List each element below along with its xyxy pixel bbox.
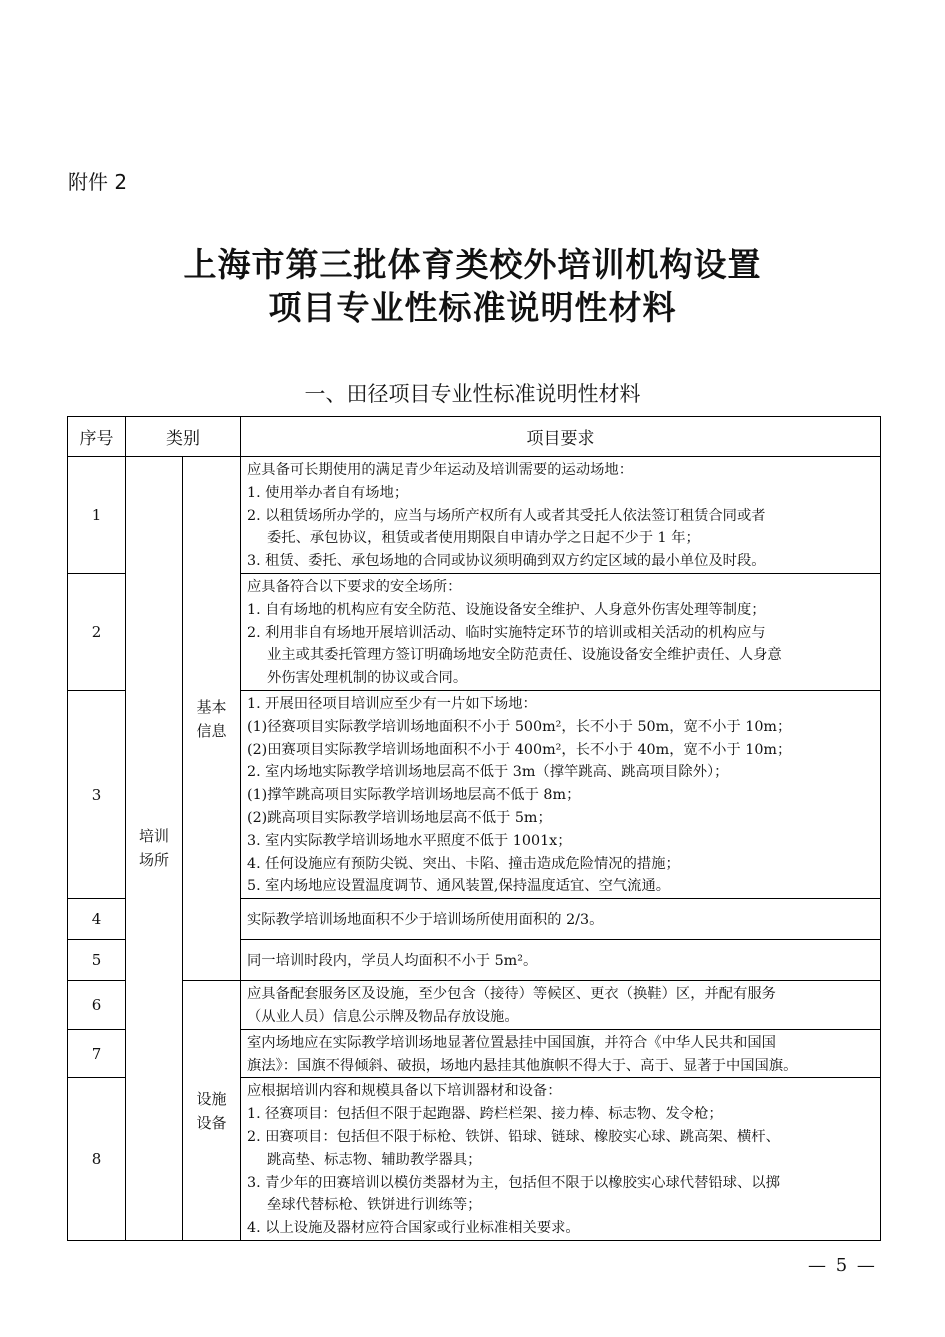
document-title-line2: 项目专业性标准说明性材料 [268, 288, 677, 327]
page-number: — 5 — [808, 1255, 877, 1276]
requirement-cell [241, 573, 881, 690]
table-row [68, 981, 881, 1030]
row-number: 7 [68, 1029, 126, 1078]
requirement-line: 实际教学培训场地面积不少于培训场所使用面积的 2/3。 [247, 911, 604, 928]
requirement-line: 跳高垫、标志物、辅助教学器具； [267, 1151, 482, 1168]
requirement-line: （从业人员）信息公示牌及物品存放设施。 [247, 1008, 519, 1025]
requirement-line: (1)径赛项目实际教学培训场地面积不小于 500m²，长不小于 50m，宽不小于 10m； [247, 718, 792, 735]
requirement-line: 3. 室内实际教学培训场地水平照度不低于 1001x； [247, 832, 572, 849]
requirements-table [67, 416, 881, 1241]
requirement-cell [241, 1078, 881, 1241]
requirement-line: 应具备符合以下要求的安全场所： [247, 578, 462, 595]
requirement-line: 外伤害处理机制的协议或合同。 [267, 670, 468, 687]
row-number: 5 [68, 940, 126, 981]
requirement-line: 业主或其委托管理方签订明确场地安全防范责任、设施设备安全维护责任、人身意 [267, 647, 782, 664]
header-category: 类别 [126, 417, 241, 457]
section-heading: 一、田径项目专业性标准说明性材料 [304, 382, 641, 406]
row-number: 8 [68, 1078, 126, 1241]
requirement-line: 2. 田赛项目：包括但不限于标枪、铁饼、铅球、链球、橡胶实心球、跳高架、横杆、 [247, 1128, 780, 1145]
requirement-line: 2. 室内场地实际教学培训场地层高不低于 3m（撑竿跳高、跳高项目除外）； [247, 764, 729, 781]
category-basic [183, 457, 241, 981]
requirement-cell [241, 899, 881, 940]
requirement-cell [241, 981, 881, 1030]
requirement-cell [241, 457, 881, 574]
requirement-line: 委托、承包协议，租赁或者使用期限自申请办学之日起不少于 1 年； [267, 530, 700, 547]
requirement-line: (2)田赛项目实际教学培训场地面积不小于 400m²，长不小于 40m，宽不小于 10m； [247, 741, 792, 758]
requirement-line: (2)跳高项目实际教学培训场地层高不低于 5m； [247, 809, 552, 826]
table-header-row [68, 417, 881, 457]
attachment-label: 附件 2 [68, 170, 128, 194]
requirement-line: 1. 自有场地的机构应有安全防范、设施设备安全维护、人身意外伤害处理等制度； [247, 601, 766, 618]
requirement-line: 4. 以上设施及器材应符合国家或行业标准相关要求。 [247, 1220, 580, 1237]
category-facility [183, 981, 241, 1241]
requirement-line: 4. 任何设施应有预防尖锐、突出、卡陷、撞击造成危险情况的措施； [247, 855, 680, 872]
document-title-line1: 上海市第三批体育类校外培训机构设置 [183, 245, 762, 284]
requirement-line: 旗法》：国旗不得倾斜、破损，场地内悬挂其他旗帜不得大于、高于、显著于中国国旗。 [247, 1057, 798, 1074]
header-requirements: 项目要求 [241, 417, 881, 457]
row-number: 2 [68, 573, 126, 690]
requirement-line: 1. 开展田径项目培训应至少有一片如下场地： [247, 695, 537, 712]
category-main [126, 457, 183, 1241]
requirement-line: 3. 青少年的田赛培训以模仿类器材为主，包括但不限于以橡胶实心球代替铅球、以掷 [247, 1174, 780, 1191]
row-number: 3 [68, 690, 126, 898]
requirement-line: 2. 利用非自有场地开展培训活动、临时实施特定环节的培训或相关活动的机构应与 [247, 624, 766, 641]
row-number: 1 [68, 457, 126, 574]
requirement-line: 同一培训时段内，学员人均面积不小于 5m²。 [247, 952, 538, 969]
category-basic-label: 基本信息 [196, 697, 227, 740]
requirement-line: 2. 以租赁场所办学的，应当与场所产权所有人或者其受托人依法签订租赁合同或者 [247, 507, 766, 524]
requirement-line: (1)撑竿跳高项目实际教学培训场地层高不低于 8m； [247, 787, 581, 804]
requirement-line: 3. 租赁、委托、承包场地的合同或协议须明确到双方约定区域的最小单位及时段。 [247, 553, 766, 570]
row-number: 6 [68, 981, 126, 1030]
requirement-line: 1. 使用举办者自有场地； [247, 484, 409, 501]
requirement-line: 应具备配套服务区及设施，至少包含（接待）等候区、更衣（换鞋）区，并配有服务 [247, 986, 776, 1003]
requirement-line: 应具备可长期使用的满足青少年运动及培训需要的运动场地： [247, 462, 634, 478]
table-row [68, 457, 881, 574]
requirement-line: 1. 径赛项目：包括但不限于起跑器、跨栏栏架、接力棒、标志物、发令枪； [247, 1106, 723, 1123]
header-no: 序号 [68, 417, 126, 457]
requirement-cell [241, 1029, 881, 1078]
requirement-cell [241, 940, 881, 981]
requirement-line: 室内场地应在实际教学培训场地显著位置悬挂中国国旗，并符合《中华人民共和国国 [247, 1034, 776, 1051]
requirement-cell [241, 690, 881, 898]
requirement-line: 应根据培训内容和规模具备以下培训器材和设备： [247, 1083, 562, 1100]
requirement-line: 垒球代替标枪、铁饼进行训练等； [267, 1197, 482, 1214]
category-facility-label: 设施设备 [196, 1089, 227, 1132]
row-number: 4 [68, 899, 126, 940]
requirement-line: 5. 室内场地应设置温度调节、通风装置,保持温度适宜、空气流通。 [247, 878, 671, 895]
category-main-label: 培训场所 [138, 827, 169, 870]
